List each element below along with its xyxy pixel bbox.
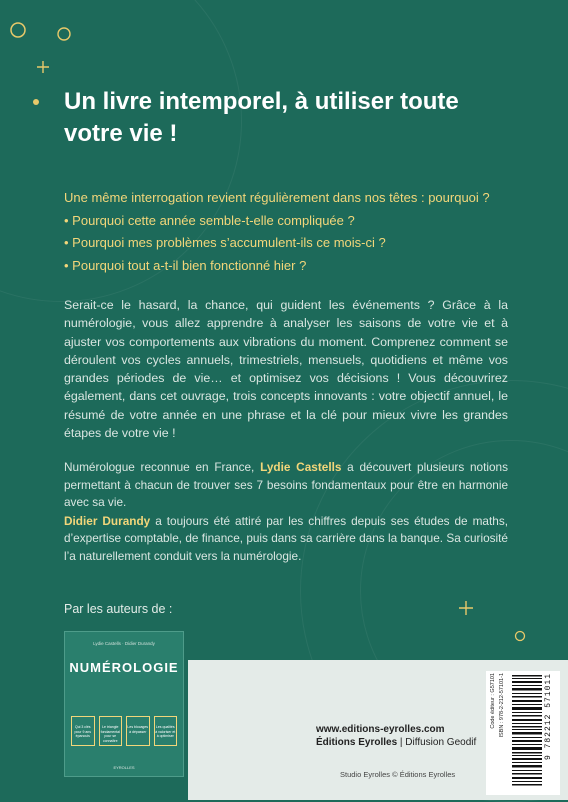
author-bio-text: a toujours été attiré par les chiffres depuis ses études de maths, d’expertise comptable, de finance, puis dans sa carrière dans la banque. Sa curiosité l’a naturellement conduit vers la numérologie. [64,513,508,563]
distributor-name: Diffusion Geodif [405,737,477,748]
book-publisher: EYROLLES [113,765,135,770]
book-feature-box: Qui 3 clés pour 9 ans épanouis [71,716,95,746]
cover-credit: Studio Eyrolles © Éditions Eyrolles [340,770,456,779]
description-paragraph: Serait-ce le hasard, la chance, qui guident les événements ? Grâce à la numérologie, vous allez apprendre à analyser les saisons de votre vie et à ajuster vos comportements aux vibrations du moment. Comprenez comment se déroulent vos cycles annuels, trimestriels, mensuels, quotidiens et même vos grandes périodes de vie… et optimisez vos décisions ! Vous découvrirez également, dans cet ouvrage, trois concepts innovants : votre objectif annuel, le résumé de votre année en une phrase et la clé pour mieux vivre les grandes étapes de votre vie ! [64,298,508,441]
author-bio-text: a découvert plusieurs notions permettant à chacun de trouver ses 7 besoins fondamentaux pour être en harmonie avec sa vie. [64,460,508,509]
back-cover-heading: Un livre intemporel, à utiliser toute votre vie ! [64,88,459,147]
barcode [512,675,542,787]
related-book-cover[interactable] [64,631,184,777]
book-feature-box: Le triangle fondamental pour se connaître [99,716,123,746]
barcode-area [486,671,560,795]
code-editeur: Code éditeur : G57101 [490,673,496,729]
question-item: • Pourquoi tout a-t-il bien fonctionné hier ? [64,257,307,273]
publisher-line [316,737,476,748]
question-item: • Pourquoi mes problèmes s’accumulent-ils ce mois-ci ? [64,235,386,250]
questions-intro: Une même interrogation revient régulièrement dans nos têtes : pourquoi ? [64,190,490,205]
publisher-url[interactable]: www.editions-eyrolles.com [316,724,445,735]
book-feature-box: Les qualités à valoriser et à optimiser [154,716,178,746]
sparkle-plus-icon [36,60,50,74]
sparkle-circle-icon [8,20,28,40]
author-bio-text: Numérologue reconnue en France, [64,460,261,474]
par-les-auteurs-label: Par les auteurs de : [64,602,173,616]
book-authors: Lydie Castells · Didier Durandy [93,641,155,646]
authors-block [64,459,508,566]
sparkle-plus-icon [458,600,474,616]
questions-block [64,188,504,275]
author-name-didier: Didier Durandy [64,513,151,528]
author-lydie-bio [64,459,508,512]
sparkle-circle-icon [54,24,74,44]
publisher-separator: | [397,737,406,748]
book-feature-box: Les blocages à dépasser [126,716,150,746]
question-item: • Pourquoi cette année semble-t-elle compliquée ? [64,212,355,228]
book-title: NUMÉROLOGIE [69,660,179,675]
isbn-text: ISBN : 978-2-212-57101-1 [499,673,505,738]
heading-bullet-dot [33,99,39,105]
author-name-lydie: Lydie Castells [260,460,342,474]
book-feature-boxes [71,716,177,746]
publisher-name: Éditions Eyrolles [316,737,398,748]
author-didier-bio [64,513,508,566]
isbn-barcode-digits: 9 782212 571011 [544,673,553,761]
sparkle-circle-icon [512,628,528,644]
